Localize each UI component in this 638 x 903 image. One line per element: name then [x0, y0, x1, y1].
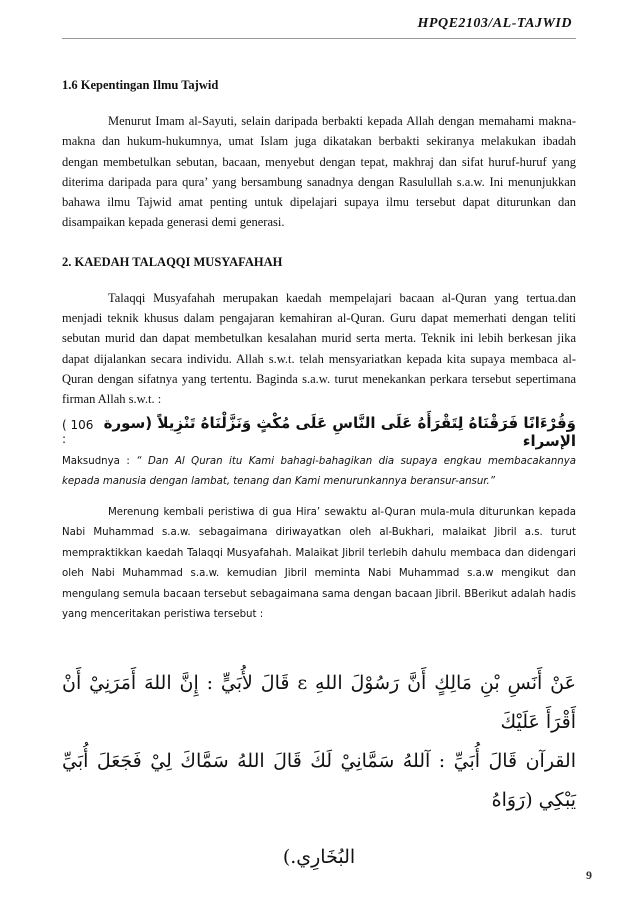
section-heading-2: 2. KAEDAH TALAQQI MUSYAFAHAH — [62, 254, 283, 269]
quran-verse: وَقُرْءَانًا فَرَقْنَاهُ لِتَقْرَأَهُ عَلَى النَّاسِ عَلَى مُكْثٍ وَنَزَّلْنَاهُ تَنْزِيلاً (سورة الإسراء — [103, 413, 576, 450]
hadith-line-1: عَنْ أَنَسِ بْنِ مَالِكٍ أَنَّ رَسُوْلَ اللهِ ε قَالَ لأُبَيٍّ : إِنَّ اللهَ أَمَرَنِيْ أَنْ أَقْرَأَ عَلَيْكَ — [62, 671, 576, 733]
quran-verse-row — [62, 414, 576, 450]
document-page — [62, 78, 576, 894]
maksudnya-label: Maksudnya : — [62, 455, 130, 467]
header-rule — [62, 38, 576, 39]
verse-reference: ( 106 : — [62, 417, 94, 446]
section-heading-1-6: 1.6 Kepentingan Ilmu Tajwid — [62, 78, 219, 92]
maksudnya-translation: “ Dan Al Quran itu Kami bahagi-bahagikan dia supaya engkau membacakannya kepada manusia dengan lambat, tenang dan Kami menurunkannya beransur-ansur.” — [62, 455, 577, 488]
page-number: 9 — [586, 868, 592, 882]
paragraph-kepentingan: Menurut Imam al-Sayuti, selain daripada berbakti kepada Allah dengan memahami makna-makna dan hukum-hukumnya, umat Islam juga dikatakan berbakti sekiranya melakukan ibadah dengan membetulkan sebutan, bacaan, menyebut dengan tepat, makhraj dan sifat huruf-huruf yang diterima daripada para qura’ yang bersambung sanadnya dengan Rasulullah s.a.w. Ini menunjukkan bahawa ilmu Tajwid amat penting untuk dipelajari supaya ilmu tersebut dapat diturunkan dan disampaikan kepada generasi demi generasi. — [62, 114, 576, 230]
paragraph-talaqqi: Talaqqi Musyafahah merupakan kaedah mempelajari bacaan al-Quran yang tertua.dan menjadi teknik khusus dalam pengajaran kemahiran al-Quran. Guru dapat memerhati dengan teliti sebutan murid dan dapat membetulkan kesalahan murid serta merta. Teknik ini lebih berkesan jika dapat dijalankan secara individu. Allah s.w.t. telah mensyariatkan kepada kita supaya membaca al-Quran dengan sifatnya yang tertentu. Baginda s.a.w. turut menekankan perkara tersebut sepertimana firman Allah s.w.t. : — [62, 290, 576, 407]
hadith-line-2: القرآن قَالَ أُبَيِّ : آللهُ سَمَّانِيْ لَكَ قَالَ اللهُ سَمَّاكَ لِيْ فَجَعَلَ أُبَيِّ يَبْكِي (رَوَاهُ — [62, 749, 576, 811]
paragraph-gua-hira: Merenung kembali peristiwa di gua Hira’ sewaktu al-Quran mula-mula diturunkan kepada Nabi Muhammad s.a.w. sebagaimana diriwayatkan oleh al-Bukhari, malaikat Jibril a.s. turut mempraktikkan kaedah Talaqqi Musyafahah. Malaikat Jibril terlebih dahulu membaca dan didengari oleh Nabi Muhammad s.a.w. kemudian Jibril meminta Nabi Muhammad s.a.w mengikut dan mengulang semula bacaan tersebut sebagaimana sama dengan bacaan Jibril. BBerikut adalah hadis yang menceritakan peristiwa tersebut : — [62, 506, 576, 621]
hadith-line-3: البُخَارِي.) — [282, 845, 356, 868]
maksudnya-paragraph — [62, 452, 576, 493]
running-header: HPQE2103/AL-TAJWID — [417, 16, 572, 31]
